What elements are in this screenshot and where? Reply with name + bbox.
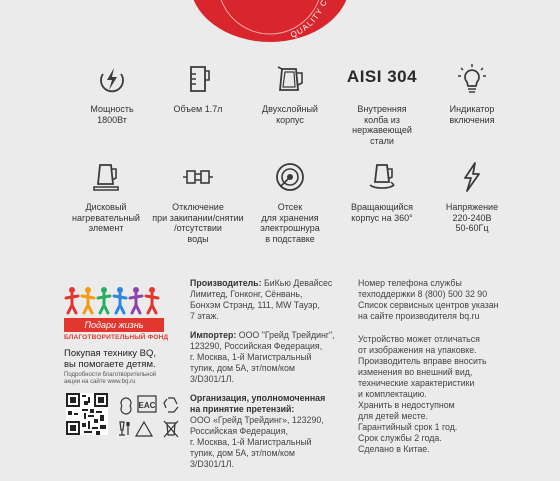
measuring-cup-icon — [181, 62, 215, 96]
light-bulb-icon — [455, 62, 489, 96]
manufacturer-block — [190, 278, 340, 322]
eac-mark: EAC — [138, 401, 156, 410]
feature-volume — [150, 62, 246, 115]
certification-marks — [116, 394, 186, 440]
feature-rotation — [334, 160, 430, 223]
claims-block — [190, 393, 340, 470]
legal-column — [190, 278, 340, 478]
qr-code — [66, 393, 108, 435]
feature-indicator-label: Индикатор включения — [449, 104, 495, 125]
aisi-title: AISI 304 — [346, 67, 418, 86]
disc-base-kettle-icon — [89, 160, 123, 194]
recycle-triangle-icon — [136, 422, 152, 436]
feature-cord-storage — [242, 160, 338, 244]
charity-details: Подробности благотворительной акции на сайте www.bq.ru — [64, 372, 157, 385]
cord-storage-icon — [273, 160, 307, 194]
product-notes: Устройство может отличаться от изображения на упаковке. Производитель вправе вносить изменения во внешний вид, технические характеристики и комплектацию. Хранить в недоступном для детей месте. Гарантийный срок 1 год. Срок службы 2 года. Сделано в Китае. — [358, 334, 487, 454]
feature-disc-element — [58, 160, 154, 234]
manufacturer-label: Производитель: — [190, 278, 262, 288]
feature-power — [64, 62, 160, 125]
feature-auto-off-label: Отключение при закипании/снятии /отсутствии воды — [152, 202, 244, 244]
auto-off-icon — [181, 160, 215, 194]
importer-block — [190, 330, 340, 385]
bin-crossed-icon — [164, 421, 178, 437]
recycle-icon — [164, 398, 178, 412]
feature-auto-off — [150, 160, 246, 244]
charity-people-logo — [64, 285, 164, 315]
feature-double-wall — [242, 62, 338, 125]
lightning-icon — [95, 62, 129, 96]
feature-power-label: Мощность 1800Вт — [90, 104, 134, 125]
feature-volume-label: Объем 1.7л — [173, 104, 223, 114]
seal-ring — [190, 0, 350, 42]
feature-steel-label: Внутренняя колба из нержавеющей стали — [352, 104, 412, 146]
claims-text: ООО «Грейд Трейдинг», 123290, Российская Федерация, г. Москва, 1-й Магистральный тупик, дом 5А, эт/пом/ком 3/D301/1Л. — [190, 415, 324, 469]
loop-icon — [121, 398, 131, 414]
importer-label: Импортер: — [190, 330, 237, 340]
charity-slogan: Покупая технику BQ, вы помогаете детям. — [64, 348, 156, 370]
quality-control-seal — [190, 0, 350, 42]
rotating-kettle-icon — [365, 160, 399, 194]
feature-indicator — [424, 62, 520, 125]
double-wall-kettle-icon — [273, 62, 307, 96]
charity-banner: Подари жизнь — [64, 318, 164, 332]
charity-fund-label: БЛАГОТВОРИТЕЛЬНЫЙ ФОНД — [64, 334, 169, 341]
glass-fork-icon — [119, 422, 129, 435]
feature-cord-storage-label: Отсек для хранения электрошнура в подставке — [260, 202, 320, 244]
feature-voltage-label: Напряжение 220-240В 50-60Гц — [445, 202, 499, 233]
feature-voltage — [424, 160, 520, 234]
feature-disc-element-label: Дисковый нагревательный элемент — [72, 202, 140, 233]
feature-double-wall-label: Двухслойный корпус — [262, 104, 318, 125]
claims-label: Организация, уполномоченная на принятие претензий: — [190, 393, 326, 414]
info-column — [358, 278, 518, 463]
feature-rotation-label: Вращающийся корпус на 360° — [350, 202, 413, 223]
feature-steel — [334, 62, 430, 146]
voltage-icon — [455, 160, 489, 194]
manufacturer-text: БиКью Девайсес Лимитед, Гонконг, Сёнвань, Бонхэм Стрэнд, 111, MW Тауэр, 7 этаж. — [190, 278, 333, 321]
importer-text: ООО "Грейд Трейдинг", 123290, Российская Федерация, г. Москва, 1-й Магистральный тупик, дом 5А, эт/пом/ком 3/D301/1Л. — [190, 330, 335, 384]
svg-text:QUALITY CONTROL — [190, 0, 332, 40]
support-info: Номер телефона службы техподдержки 8 (800) 500 32 90 Список сервисных центров указан на сайте производителя bq.ru — [358, 278, 499, 321]
seal-text: QUALITY C — [289, 0, 330, 40]
